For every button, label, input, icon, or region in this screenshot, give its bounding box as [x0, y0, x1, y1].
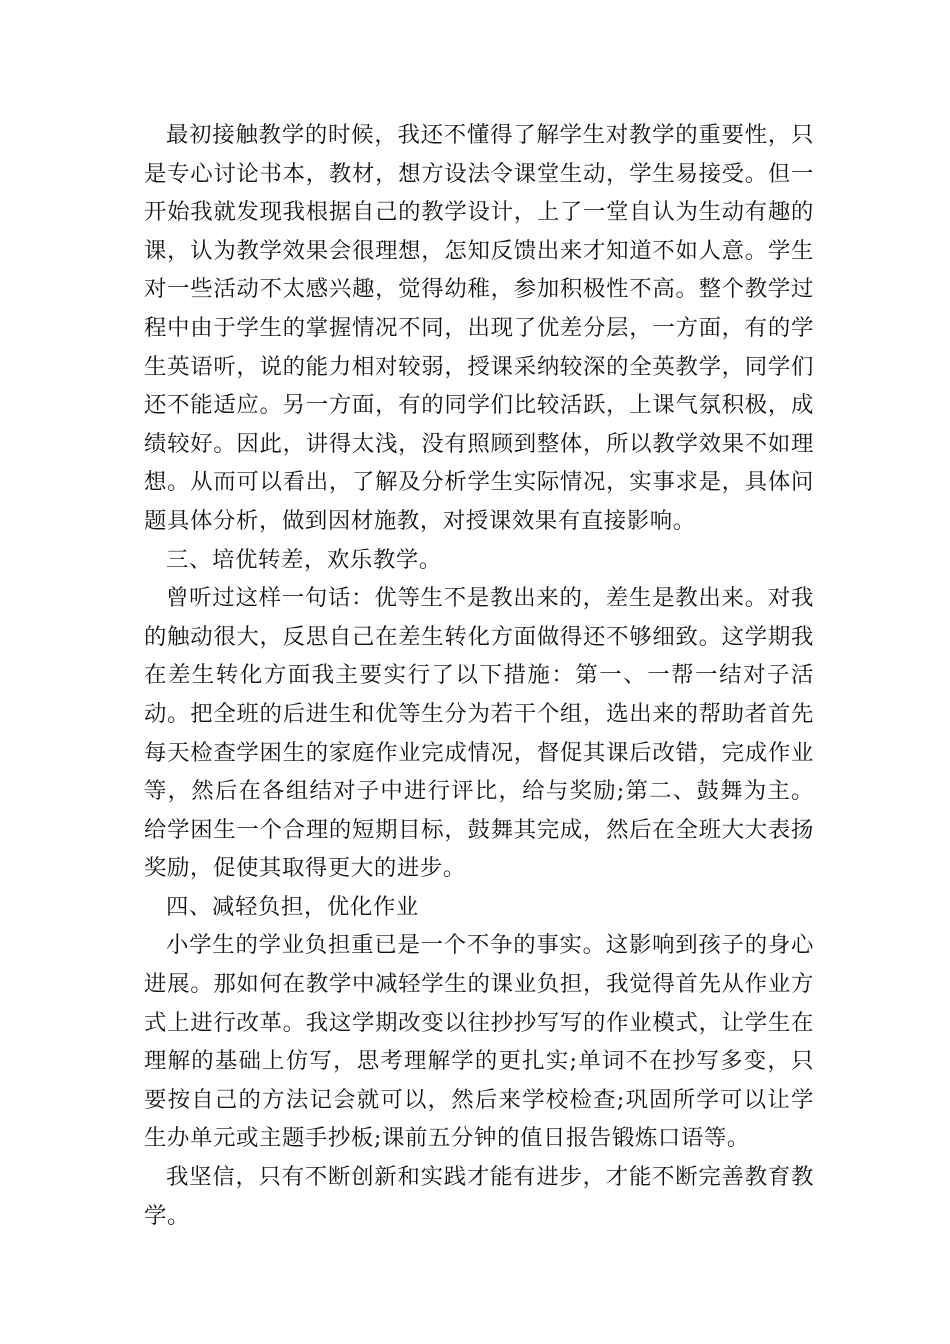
document-body: [144, 116, 814, 1235]
paragraph-understanding-students: 最初接触教学的时候，我还不懂得了解学生对教学的重要性，只是专心讨论书本，教材，想方设法令课堂生动，学生易接受。但一开始我就发现我根据自己的教学设计，上了一堂自认为生动有趣的课，认为教学效果会很理想，怎知反馈出来才知道不如人意。学生对一些活动不太感兴趣，觉得幼稚，参加积极性不高。整个教学过程中由于学生的掌握情况不同，出现了优差分层，一方面，有的学生英语听，说的能力相对较弱，授课采纳较深的全英教学，同学们还不能适应。另一方面，有的同学们比较活跃，上课气氛积极，成绩较好。因此，讲得太浅，没有照顾到整体，所以教学效果不如理想。从而可以看出，了解及分析学生实际情况，实事求是，具体问题具体分析，做到因材施教，对授课效果有直接影响。: [144, 122, 814, 534]
section-heading-4: 四、减轻负担，优化作业: [166, 893, 419, 920]
paragraph-homework-reform: 小学生的学业负担重已是一个不争的事实。这影响到孩子的身心进展。那如何在教学中减轻学生的课业负担，我觉得首先从作业方式上进行改革。我这学期改变以往抄抄写写的作业模式，让学生在理解的基础上仿写，思考理解学的更扎实;单词不在抄写多变，只要按自己的方法记会就可以，然后来学校检查;巩固所学可以让学生办单元或主题手抄板;课前五分钟的值日报告锻炼口语等。: [144, 932, 814, 1152]
section-heading-3: 三、培优转差，欢乐教学。: [166, 546, 442, 573]
paragraph-conclusion: 我坚信，只有不断创新和实践才能有进步，才能不断完善教育教学。: [144, 1164, 814, 1229]
paragraph-weak-students: 曾听过这样一句话：优等生不是教出来的，差生是教出来。对我的触动很大，反思自己在差生转化方面做得还不够细致。这学期我在差生转化方面我主要实行了以下措施：第一、一帮一结对子活动。把全班的后进生和优等生分为若干个组，选出来的帮助者首先每天检查学困生的家庭作业完成情况，督促其课后改错，完成作业等，然后在各组结对子中进行评比，给与奖励;第二、鼓舞为主。给学困生一个合理的短期目标，鼓舞其完成，然后在全班大大表扬奖励，促使其取得更大的进步。: [144, 585, 814, 882]
